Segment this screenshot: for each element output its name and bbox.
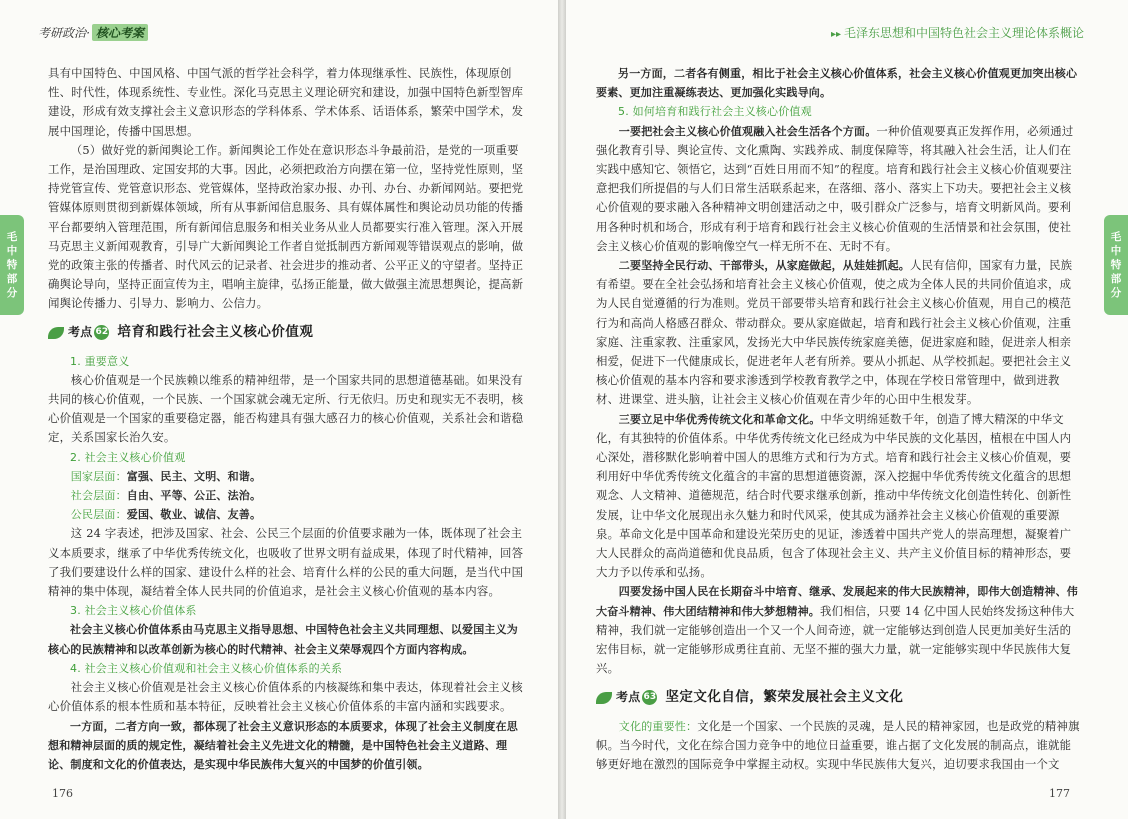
paragraph <box>596 717 1082 775</box>
section-heading: 5. 如何培育和践行社会主义核心价值观 <box>618 105 812 119</box>
kaodian-title: 培育和践行社会主义核心价值观 <box>117 324 314 341</box>
paragraph <box>596 256 1082 410</box>
level-name: 社会层面： <box>70 489 127 503</box>
left-body <box>48 64 526 774</box>
section-heading: 1. 重要意义 <box>70 354 130 368</box>
paragraph-bold: 另一方面，二者各有侧重，相比于社会主义核心价值体系，社会主义核心价值观更加突出核心要素、更加注重凝练表达、更加强化实践导向。 <box>596 67 1078 100</box>
point-text: 中华文明绵延数千年，创造了博大精深的中华文化，有其独特的价值体系。中华优秀传统文化已经成为中华民族的文化基因，植根在中国人内心深处，潜移默化影响着中国人的思维方式和行为方式。培育和践行社会主义核心价值观，要利用好中华优秀传统文化蕴含的丰富的思想道德资源，深入挖掘中华优秀传统文化蕴含的思想观念、人文精神、道德规范，结合时代要求继承创新，推动中华传统文化创造性转化、创新性发展，让中华文化展现出永久魅力和时代风采，使其成为涵养社会主义核心价值观的重要源泉。革命文化是中国革命和建设光荣历史的见证，渗透着中国共产党人的崇高理想，凝聚着广大人民群众的高尚道德和优良品质，包含了体现社会主义、共产主义价值目标的精神形态，要大力予以传承和弘扬。 <box>596 411 1072 580</box>
point-lead-green: 文化的重要性： <box>618 719 698 733</box>
series-title: 考研政治· <box>38 26 90 40</box>
paragraph <box>596 122 1082 256</box>
section-heading: 2. 社会主义核心价值观 <box>70 450 186 464</box>
kaodian-heading <box>596 679 1082 717</box>
point-text: 我们相信，只要 14 亿中国人民始终发扬这种伟大精神，我们就一定能够创造出一个又一个人间奇迹，就一定能够达到创造人民更加美好生活的宏伟目标，就一定能够形成勇往直前、无坚不摧的强大力量，就一定能够实现中华民族伟大复兴。 <box>596 603 1075 676</box>
left-running-head <box>38 24 148 41</box>
level-value: 富强、民主、文明、和谐。 <box>126 469 262 483</box>
point-lead: 四要发扬中国人民在长期奋斗中培育、继承、发展起来的伟大民族精神，即伟大创造精神、伟大奋斗精神、伟大团结精神和伟大梦想精神。 <box>596 585 1078 618</box>
leaf-icon <box>48 327 64 339</box>
paragraph <box>596 410 1082 583</box>
side-tab-char: 分 <box>1110 287 1122 299</box>
side-tab-char: 中 <box>1110 245 1122 257</box>
side-tab-char: 部 <box>6 273 18 285</box>
level-value: 爱国、敬业、诚信、友善。 <box>126 508 262 522</box>
page-number: 176 <box>52 787 73 800</box>
paragraph-bold: 一方面，二者方向一致，都体现了社会主义意识形态的本质要求，体现了社会主义制度在思想和精神层面的质的规定性，凝结着社会主义先进文化的精髓，是中国特色社会主义道路、理论、制度和文化的价值表达，是实现中华民族伟大复兴的中国梦的价值引领。 <box>48 719 518 771</box>
point-lead: 二要坚持全民行动、干部带头，从家庭做起，从娃娃抓起。 <box>618 259 910 273</box>
point-lead: 一要把社会主义核心价值观融入社会生活各个方面。 <box>618 124 877 138</box>
left-page <box>0 0 558 819</box>
paragraph <box>596 582 1082 678</box>
double-arrow-icon: ▸▸ <box>830 29 841 40</box>
right-running-head <box>831 24 1084 41</box>
paragraph: 这 24 字表述，把涉及国家、社会、公民三个层面的价值要求融为一体，既体现了社会主义本质要求，继承了中华优秀传统文化，也吸收了世界文明有益成果，体现了时代精神，回答了我们要建设什么样的国家、建设什么样的社会、培育什么样的公民的重大问题，是当代中国精神的集中体现，凝结着全体人民共同的价值追求，是社会主义核心价值观的基本内容。 <box>48 526 524 599</box>
right-body <box>596 64 1082 774</box>
side-tab-char: 特 <box>6 259 18 271</box>
section-heading: 4. 社会主义核心价值观和社会主义核心价值体系的关系 <box>70 661 343 675</box>
page-number: 177 <box>1049 787 1070 800</box>
book-title: 毛泽东思想和中国特色社会主义理论体系概论 <box>843 26 1084 40</box>
paragraph-bold: 社会主义核心价值体系由马克思主义指导思想、中国特色社会主义共同理想、以爱国主义为核心的民族精神和以改革创新为核心的时代精神、社会主义荣辱观四个方面内容构成。 <box>48 623 518 656</box>
side-tab-char: 分 <box>6 287 18 299</box>
side-tab-char: 部 <box>1110 273 1122 285</box>
brand-badge: 核心考案 <box>92 24 148 41</box>
leaf-icon <box>596 692 612 704</box>
book-gutter <box>558 0 566 819</box>
paragraph: （5）做好党的新闻舆论工作。新闻舆论工作处在意识形态斗争最前沿，是党的一项重要工作，是治国理政、定国安邦的大事。因此，必须把政治方向摆在第一位，坚持党性原则，坚持党管宣传、党管意识形态、党管媒体，坚持政治家办报、办刊、办台、办新闻网站。要把党管媒体原则贯彻到新媒体领域，所有从事新闻信息服务、具有媒体属性和舆论动员功能的传播平台都要纳入管理范围，所有新闻信息服务和相关业务从业人员都要实行准入管理。深入开展马克思主义新闻观教育，引导广大新闻舆论工作者自觉抵制西方新闻观等错误观点的影响，做党的政策主张的传播者、时代风云的记录者、社会进步的推动者、公平正义的守望者。坚持正确舆论导向，坚持正面宣传为主，唱响主旋律，弘扬正能量，做大做强主流思想舆论，提高新闻舆论传播力、引导力、影响力、公信力。 <box>48 142 524 311</box>
level-row <box>48 505 526 524</box>
side-tab-char: 毛 <box>6 231 18 243</box>
side-tab-char: 特 <box>1110 259 1122 271</box>
side-tab <box>0 215 24 315</box>
paragraph: 核心价值观是一个民族赖以维系的精神纽带，是一个国家共同的思想道德基础。如果没有共同的核心价值观，一个民族、一个国家就会魂无定所、行无依归。历史和现实无不表明，核心价值观是一个国家的重要稳定器，能否构建具有强大感召力的核心价值观，关系社会和谐稳定，关系国家长治久安。 <box>48 372 524 445</box>
side-tab-char: 中 <box>6 245 18 257</box>
point-text: 文化是一个国家、一个民族的灵魂，是人民的精神家园，也是政党的精神旗帜。当今时代，文化在综合国力竞争中的地位日益重要，谁占据了文化发展的制高点，谁就能够更好地在激烈的国际竞争中掌握主动权。实现中华民族伟大复兴，迫切要求我国由一个文 <box>596 718 1080 771</box>
paragraph: 社会主义核心价值观是社会主义核心价值体系的内核凝练和集中表达，体现着社会主义核心价值体系的根本性质和基本特征，反映着社会主义核心价值体系的丰富内涵和实践要求。 <box>48 680 523 714</box>
point-text: 人民有信仰，国家有力量，民族有希望。要在全社会弘扬和培育社会主义核心价值观，使之成为全体人民的共同价值追求，成为人民自觉遵循的行为准则。党员干部要带头培育和践行社会主义核心价值观，用自己的模范行为和高尚人格感召群众、带动群众。要从家庭做起，培育和践行社会主义核心价值观，注重家庭、注重家教、注重家风，发扬光大中华民族传统家庭美德，促进家庭和睦，促进亲人相亲相爱，促进下一代健康成长，促进老年人老有所养。要从小抓起、从学校抓起。要把社会主义核心价值观的基本内容和要求渗透到学校教育教学之中，体现在学校日常管理中，做到进教材、进课堂、进头脑，让社会主义核心价值观在青少年的心田中生根发芽。 <box>596 258 1073 407</box>
level-value: 自由、平等、公正、法治。 <box>126 489 262 503</box>
side-tab <box>1104 215 1128 315</box>
point-text: 一种价值观要真正发挥作用，必须通过强化教育引导、舆论宣传、文化熏陶、实践养成、制度保障等，将其融入社会生活，让人们在实践中感知它、领悟它，达到“百姓日用而不知”的程度。培育和践行社会主义核心价值观要注意把我们所提倡的与人们日常生活联系起来，在落细、落小、落实上下功夫。要把社会主义核心价值观的要求融入各种精神文明创建活动之中，吸引群众广泛参与，培育文明新风尚。要利用各种时机和场合，形成有利于培育和践行社会主义核心价值观的生活情景和社会氛围，使社会主义核心价值观的影响像空气一样无所不在、无时不有。 <box>596 123 1074 253</box>
level-row <box>48 467 526 486</box>
level-row <box>48 486 526 505</box>
side-tab-char: 毛 <box>1110 231 1122 243</box>
point-lead: 三要立足中华优秀传统文化和革命文化。 <box>618 412 821 426</box>
paragraph: 具有中国特色、中国风格、中国气派的哲学社会科学，着力体现继承性、民族性，体现原创性、时代性，体现系统性、专业性。深化马克思主义理论研究和建设，加强中国特色新型智库建设，形成有效支撑社会主义意识形态的学科体系、学术体系、话语体系，繁荣中国学术，发展中国理论，传播中国思想。 <box>48 66 524 138</box>
kaodian-heading <box>48 314 526 352</box>
kaodian-number: 63 <box>642 690 657 705</box>
section-heading: 3. 社会主义核心价值体系 <box>70 604 197 618</box>
kaodian-number: 62 <box>94 325 109 340</box>
kaodian-label: 考点 <box>616 689 641 704</box>
level-name: 国家层面： <box>70 469 127 483</box>
kaodian-label: 考点 <box>68 325 93 340</box>
level-name: 公民层面： <box>70 508 127 522</box>
kaodian-title: 坚定文化自信，繁荣发展社会主义文化 <box>665 688 904 705</box>
